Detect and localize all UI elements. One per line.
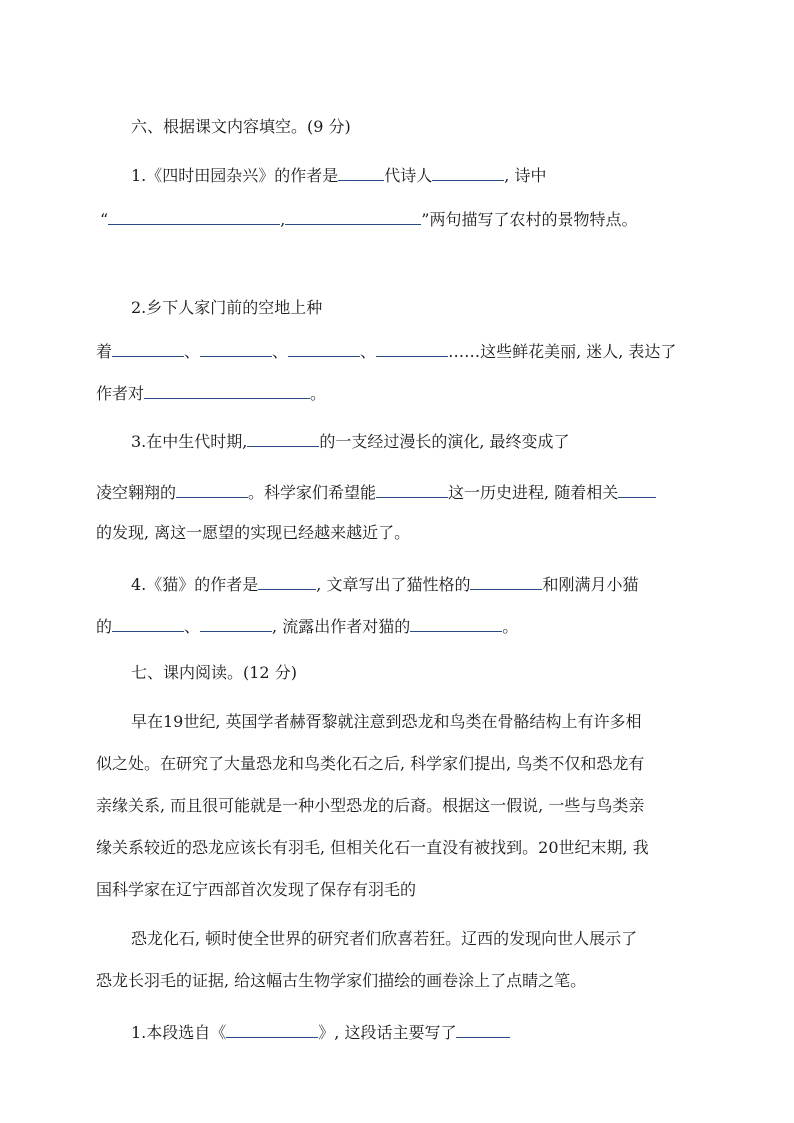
passage-line-1 [131,711,642,733]
q4-blank-feeling[interactable] [410,615,502,632]
q2-blank-1[interactable] [112,340,184,357]
passage-line-2 [96,753,644,775]
q4-sep: 、 [184,617,201,636]
q4-blank-kitten-1[interactable] [112,615,184,632]
q2-end: 。 [310,384,327,403]
q2-line-2 [96,340,676,362]
passage-text-6: 恐龙化石, 顿时使全世界的研究者们欣喜若狂。辽西的发现向世人展示了 [131,929,638,948]
q1-open-quote: “ [100,210,109,229]
q1-text-end: ”两句描写了农村的景物特点。 [421,210,638,229]
section-6-title-text: 六、根据课文内容填空。(9 分) [131,117,351,136]
passage-line-6 [131,928,637,950]
q4-end: 。 [502,617,519,636]
q2-blank-4[interactable] [376,340,448,357]
q3-text-process: 这一历史进程, 随着相关 [448,483,619,502]
passage-text-4: 缘关系较近的恐龙应该长有羽毛, 但相关化石一直没有被找到。20世纪末期, 我 [96,838,649,857]
q3-text-end: 的发现, 离这一愿望的实现已经越来越近了。 [96,523,411,542]
q3-text-start: 3.在中生代时期, [131,432,248,451]
passage-text-7: 恐龙长羽毛的证据, 给这幅古生物学家们描绘的画卷涂上了点睛之笔。 [96,971,587,990]
q2-line-3 [96,382,326,404]
q2-blank-3[interactable] [288,340,360,357]
q4-text-author: 4.《猫》的作者是 [131,575,259,594]
q1-text-poet: 代诗人 [384,166,433,185]
q3-blank-1[interactable] [247,430,319,447]
section-6-title [131,116,351,138]
q1-blank-poet[interactable] [432,164,504,181]
q4-blank-character[interactable] [470,573,542,590]
q3-text-soar: 凌空翱翔的 [96,483,177,502]
reading-q1-blank-main[interactable] [456,1021,510,1038]
q4-blank-kitten-2[interactable] [200,615,272,632]
q1-blank-line-a[interactable] [108,208,280,225]
q1-line-1 [131,164,546,186]
q4-line-2 [96,615,518,637]
q1-comma: , [280,210,286,229]
q4-text-de: 的 [96,617,113,636]
q2-line-1 [131,297,322,319]
reading-q1-text-start: 1.本段选自《 [131,1023,227,1042]
reading-q1-blank-source[interactable] [226,1021,318,1038]
q1-text-poem: , 诗中 [504,166,547,185]
q2-blank-2[interactable] [200,340,272,357]
q4-text-feeling: , 流露出作者对猫的 [272,617,411,636]
q3-text-middle: 的一支经过漫长的演化, 最终变成了 [319,432,570,451]
section-7-title-text: 七、课内阅读。(12 分) [131,663,297,682]
passage-line-5 [96,879,416,901]
q1-text-author: 1.《四时田园杂兴》的作者是 [131,166,339,185]
q4-line-1 [131,573,638,595]
passage-text-2: 似之处。在研究了大量恐龙和鸟类化石之后, 科学家们提出, 鸟类不仅和恐龙有 [96,754,645,773]
passage-line-7 [96,970,586,992]
q3-text-hope: 。科学家们希望能 [248,483,377,502]
q3-blank-2[interactable] [176,481,248,498]
passage-line-3 [96,795,644,817]
passage-line-4 [96,837,649,859]
q3-line-1 [131,430,570,452]
q1-line-2 [100,208,637,230]
q4-text-character: , 文章写出了猫性格的 [316,575,471,594]
passage-text-1: 早在19世纪, 英国学者赫胥黎就注意到恐龙和鸟类在骨骼结构上有许多相 [131,712,642,731]
passage-text-3: 亲缘关系, 而且很可能就是一种小型恐龙的后裔。根据这一假说, 一些与鸟类亲 [96,796,645,815]
q2-sep-1: 、 [184,342,201,361]
q1-blank-line-b[interactable] [285,208,421,225]
q1-blank-dynasty[interactable] [338,164,384,181]
q2-text-middle: ……这些鲜花美丽, 迷人, 表达了 [448,342,677,361]
q3-line-3 [96,522,410,544]
q2-text-author-to: 作者对 [96,384,145,403]
q2-text-zhe: 着 [96,342,113,361]
q2-text-start: 2.乡下人家门前的空地上种 [131,298,323,317]
q3-blank-4[interactable] [618,481,656,498]
q4-blank-author[interactable] [258,573,316,590]
q3-line-2 [96,481,656,503]
reading-q1-line [131,1021,510,1043]
q2-sep-3: 、 [360,342,377,361]
section-7-title [131,662,297,684]
q4-text-kitten: 和刚满月小猫 [542,575,639,594]
q2-blank-5[interactable] [144,382,310,399]
passage-text-5: 国科学家在辽宁西部首次发现了保存有羽毛的 [96,880,417,899]
q3-blank-3[interactable] [376,481,448,498]
q2-sep-2: 、 [272,342,289,361]
reading-q1-text-main: 》, 这段话主要写了 [318,1023,457,1042]
